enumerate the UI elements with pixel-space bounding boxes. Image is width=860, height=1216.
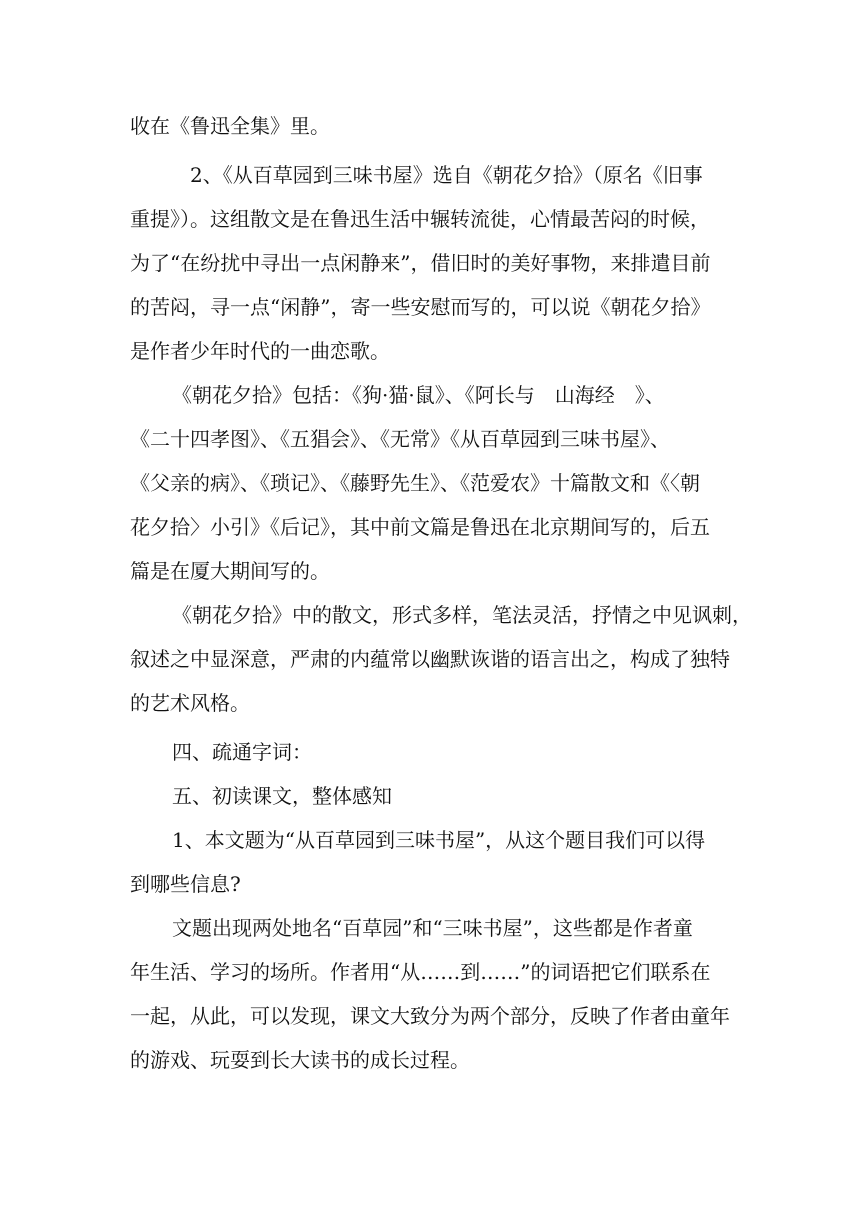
text-line: 叙述之中显深意，严肃的内蕴常以幽默诙谐的语言出之，构成了独特 (130, 647, 730, 671)
text-line: 为了“在纷扰中寻出一点闲静来”，借旧时的美好事物，来排遣目前 (130, 251, 711, 275)
text-line: 重提》）。这组散文是在鲁迅生活中辗转流徙，心情最苦闷的时候， (130, 207, 710, 231)
text-line: 到哪些信息? (130, 872, 241, 896)
text-line: 文题出现两处地名“百草园”和“三味书屋”，这些都是作者童 (172, 916, 693, 940)
text-line: 2、《从百草园到三味书屋》选自《朝花夕拾》（原名《旧事 (190, 163, 703, 187)
text-line: 是作者少年时代的一曲恋歌。 (130, 339, 390, 363)
text-line: 《朝花夕拾》中的散文，形式多样，笔法灵活，抒情之中见讽刺， (172, 603, 752, 627)
text-line: 一起，从此，可以发现，课文大致分为两个部分，反映了作者由童年 (130, 1004, 730, 1028)
text-line: 篇是在厦大期间写的。 (130, 559, 330, 583)
text-line: 的游戏、玩耍到长大读书的成长过程。 (130, 1048, 470, 1072)
text-line: 年生活、学习的场所。作者用“从……到……”的词语把它们联系在 (130, 960, 711, 984)
text-line: 四、疏通字词： (172, 740, 312, 764)
text-line: 1、本文题为“从百草园到三味书屋”，从这个题目我们可以得 (172, 828, 706, 852)
text-line: 的艺术风格。 (130, 691, 250, 715)
text-line: 五、初读课文，整体感知 (172, 784, 392, 808)
text-line: 《二十四孝图》、《五猖会》、《无常》《从百草园到三味书屋》、 (130, 427, 670, 451)
text-line: 《朝花夕拾》包括：《狗·猫·鼠》、《阿长与 山海经 》、 (172, 383, 665, 407)
text-line: 的苦闷，寻一点“闲静”，寄一些安慰而写的，可以说《朝花夕拾》 (130, 295, 711, 319)
text-line: 收在《鲁迅全集》里。 (130, 114, 330, 138)
text-line: 花夕拾〉小引》《后记》，其中前文篇是鲁迅在北京期间写的，后五 (130, 515, 710, 539)
text-line: 《父亲的病》、《琐记》、《藤野先生》、《范爱农》十篇散文和《〈朝 (130, 471, 700, 495)
